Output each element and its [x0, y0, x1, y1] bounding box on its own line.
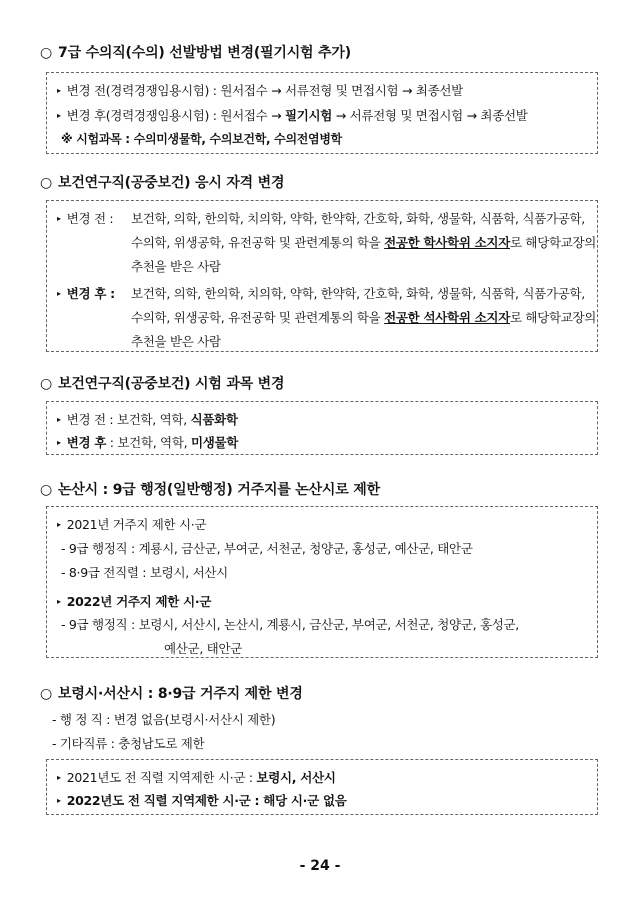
s1-line-after: ▸ 변경 후(경력경쟁임용시험) : 원서접수 → 필기시험 → 서류전형 및 면접시험 → 최종선발	[57, 108, 528, 123]
circle-bullet-icon: ○	[40, 482, 53, 498]
section-5-title: ○ 보령시·서산시 : 8·9급 거주지 제한 변경	[40, 686, 303, 702]
section-1-box	[46, 72, 598, 154]
s2-before-l1: 보건학, 의학, 한의학, 치의학, 약학, 한약학, 간호학, 화학, 생물학, 식품학, 식품가공학,	[131, 211, 585, 226]
s4-2022-l2: 예산군, 태안군	[164, 641, 242, 656]
s4-2021-l2: - 8·9급 전직렬 : 보령시, 서산시	[61, 565, 228, 580]
circle-bullet-icon: ○	[40, 175, 53, 191]
triangle-bullet-icon: ▸	[57, 214, 61, 223]
triangle-bullet-icon: ▸	[57, 289, 61, 298]
section-4-box	[46, 506, 598, 658]
s2-before-l2: 수의학, 위생공학, 유전공학 및 관련계통의 학을 전공한 학사학위 소지자로 해당학교장의	[131, 235, 597, 250]
page-number: - 24 -	[299, 858, 341, 874]
circle-bullet-icon: ○	[40, 376, 53, 392]
s5-note-admin: - 행 정 직 : 변경 없음(보령시·서산시 제한)	[52, 712, 276, 727]
s2-before-l3: 추천을 받은 사람	[131, 259, 221, 274]
s2-before-label: ▸ 변경 전 :	[57, 211, 114, 226]
section-2-title: ○ 보건연구직(공중보건) 응시 자격 변경	[40, 175, 285, 191]
s2-after-l2: 수의학, 위생공학, 유전공학 및 관련계통의 학을 전공한 석사학위 소지자로 해당학교장의	[131, 310, 597, 325]
s4-2021-l1: - 9급 행정직 : 계룡시, 금산군, 부여군, 서천군, 청양군, 홍성군, 예산군, 태안군	[61, 541, 473, 556]
s3-before: ▸ 변경 전 : 보건학, 역학, 식품화학	[57, 412, 238, 427]
section-1-title: ○ 7급 수의직(수의) 선발방법 변경(필기시험 추가)	[40, 45, 351, 61]
triangle-bullet-icon: ▸	[57, 415, 61, 424]
triangle-bullet-icon: ▸	[57, 773, 61, 782]
section-5-box	[46, 759, 598, 815]
s3-after: ▸ 변경 후 : 보건학, 역학, 미생물학	[57, 435, 239, 450]
s2-after-l1: 보건학, 의학, 한의학, 치의학, 약학, 한약학, 간호학, 화학, 생물학, 식품학, 식품가공학,	[131, 286, 585, 301]
triangle-bullet-icon: ▸	[57, 438, 61, 447]
s4-2021-title: ▸ 2021년 거주지 제한 시·군	[57, 517, 207, 532]
s1-line-before: ▸ 변경 전(경력경쟁임용시험) : 원서접수 → 서류전형 및 면접시험 → 최종선발	[57, 83, 463, 98]
triangle-bullet-icon: ▸	[57, 86, 61, 95]
section-2-box	[46, 200, 598, 352]
section-3-title: ○ 보건연구직(공중보건) 시험 과목 변경	[40, 376, 285, 392]
s2-after-label: ▸ 변경 후 :	[57, 286, 115, 301]
circle-bullet-icon: ○	[40, 686, 53, 702]
triangle-bullet-icon: ▸	[57, 796, 61, 805]
s4-2022-title: ▸ 2022년 거주지 제한 시·군	[57, 594, 212, 609]
s2-after-l3: 추천을 받은 사람	[131, 334, 221, 349]
s1-subjects-note: ※ 시험과목 : 수의미생물학, 수의보건학, 수의전염병학	[61, 132, 342, 146]
triangle-bullet-icon: ▸	[57, 520, 61, 529]
s5-2021: ▸ 2021년도 전 직렬 지역제한 시·군 : 보령시, 서산시	[57, 770, 336, 785]
triangle-bullet-icon: ▸	[57, 597, 61, 606]
s5-2022: ▸ 2022년도 전 직렬 지역제한 시·군 : 해당 시·군 없음	[57, 793, 347, 808]
section-3-box	[46, 401, 598, 455]
s5-note-other: - 기타직류 : 충청남도로 제한	[52, 736, 205, 751]
section-4-title: ○ 논산시 : 9급 행정(일반행정) 거주지를 논산시로 제한	[40, 482, 380, 498]
triangle-bullet-icon: ▸	[57, 111, 61, 120]
s4-2022-l1: - 9급 행정직 : 보령시, 서산시, 논산시, 계룡시, 금산군, 부여군, 서천군, 청양군, 홍성군,	[61, 617, 519, 632]
circle-bullet-icon: ○	[40, 45, 53, 61]
